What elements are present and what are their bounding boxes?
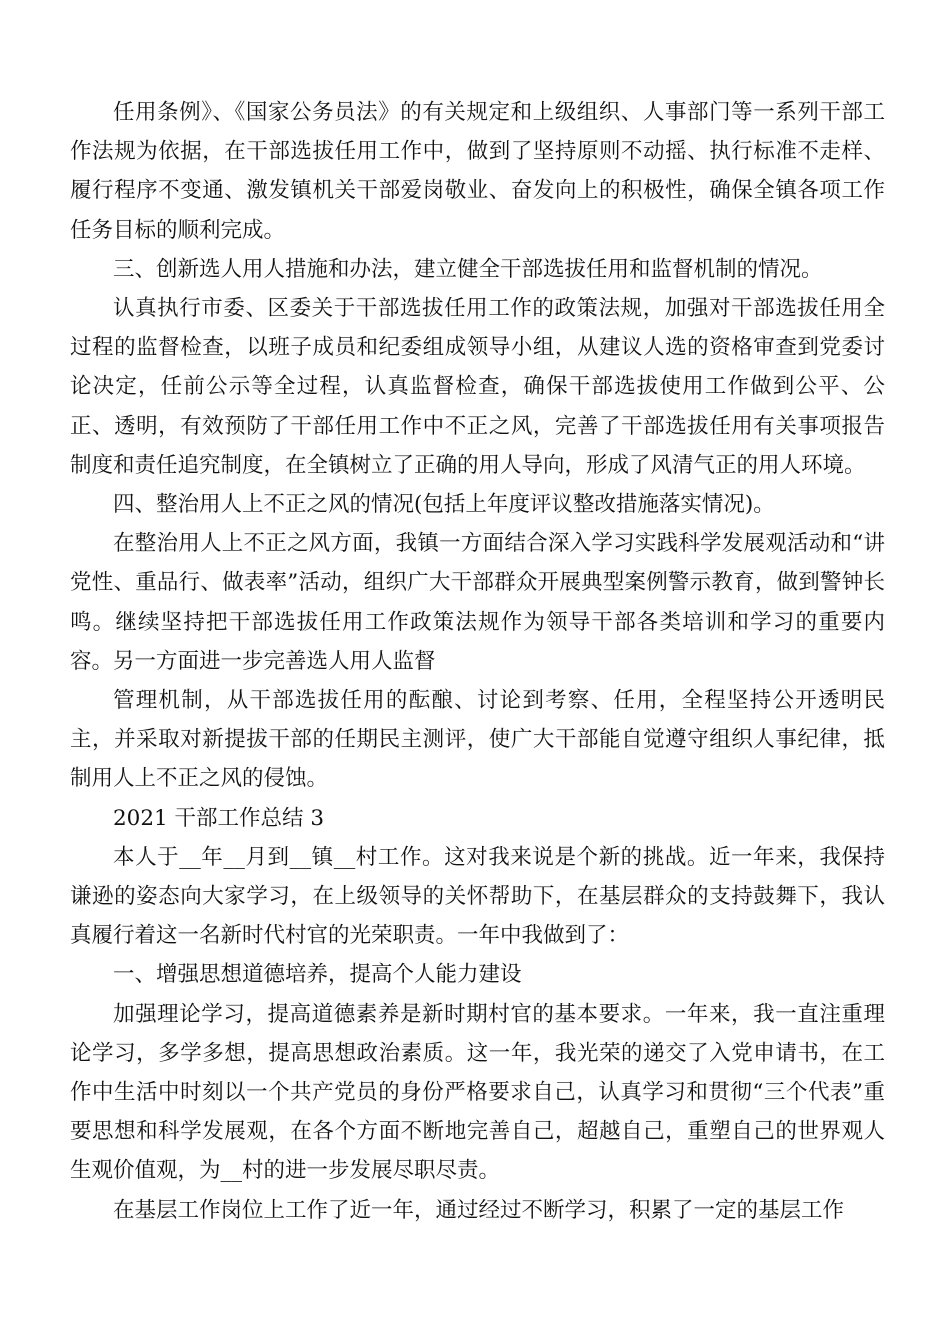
paragraph: 在基层工作岗位上工作了近一年，通过经过不断学习，积累了一定的基层工作 [113,1197,845,1223]
paragraph-continuation: 任用条例》、《国家公务员法》的有关规定和上级组织、人事部门等一系列干部工作法规为依据，在干部选拔任用工作中，做到了坚持原则不动摇、执行标准不走样、履行程序不变通、激发镇机关干部爱岗敬业、奋发向上的积极性，确保全镇各项工作任务目标的顺利完成。 [70,100,885,243]
paragraph: 加强理论学习，提高道德素养是新时期村官的基本要求。一年来，我一直注重理论学习，多学多想，提高思想政治素质。这一年，我光荣的递交了入党申请书，在工作中生活中时刻以一个共产党员的身份严格要求自己，认真学习和贯彻“三个代表”重要思想和科学发展观，在各个方面不断地完善自己，超越自己，重塑自己的世界观人生观价值观，为__村的进一步发展尽职尽责。 [70,1001,885,1184]
paragraph: 认真执行市委、区委关于干部选拔任用工作的政策法规，加强对干部选拔任用全过程的监督检查，以班子成员和纪委组成领导小组，从建议人选的资格审查到党委讨论决定，任前公示等全过程，认真监督检查，确保干部选拔使用工作做到公平、公正、透明，有效预防了干部任用工作中不正之风，完善了干部选拔任用有关事项报告制度和责任追究制度，在全镇树立了正确的用人导向，形成了风清气正的用人环境。 [70,296,885,478]
section-heading-4: 四、整治用人上不正之风的情况(包括上年度评议整改措施落实情况)。 [113,492,775,518]
paragraph: 本人于__年__月到__镇__村工作。这对我来说是个新的挑战。近一年来，我保持谦逊的姿态向大家学习，在上级领导的关怀帮助下，在基层群众的支持鼓舞下，我认真履行着这一名新时代村官的光荣职责。一年中我做到了： [70,844,885,949]
document-title: 2021 干部工作总结 3 [113,805,325,831]
paragraph: 在整治用人上不正之风方面，我镇一方面结合深入学习实践科学发展观活动和“讲党性、重品行、做表率”活动，组织广大干部群众开展典型案例警示教育，做到警钟长鸣。继续坚持把干部选拔任用工作政策法规作为领导干部各类培训和学习的重要内容。另一方面进一步完善选人用人监督 [70,531,885,674]
paragraph: 管理机制，从干部选拔任用的酝酿、讨论到考察、任用，全程坚持公开透明民主，并采取对新提拔干部的任期民主测评，使广大干部能自觉遵守组织人事纪律，抵制用人上不正之风的侵蚀。 [70,688,885,792]
section-heading-1: 一、增强思想道德培养，提高个人能力建设 [113,962,522,988]
section-heading-3: 三、创新选人用人措施和办法，建立健全干部选拔任用和监督机制的情况。 [113,256,823,282]
document-body [70,93,885,1230]
